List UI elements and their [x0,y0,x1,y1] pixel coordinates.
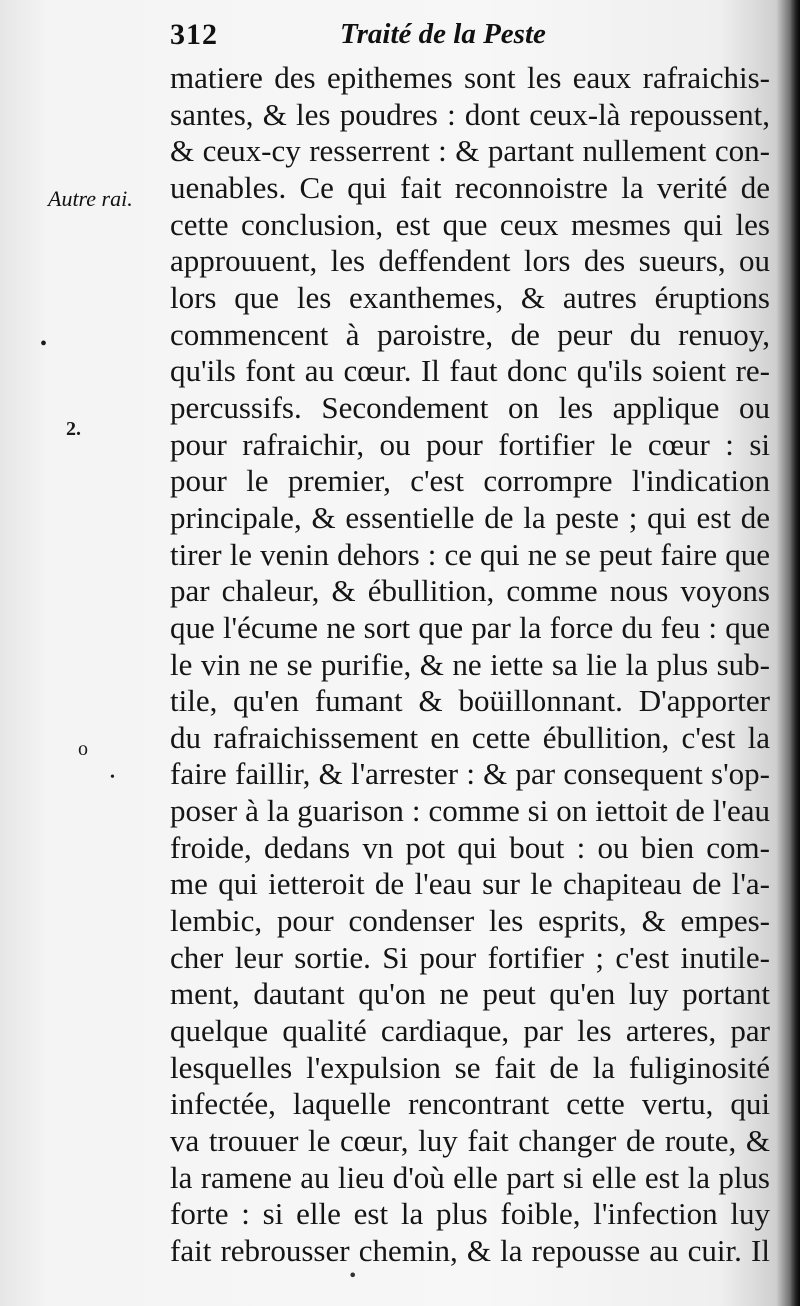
text-line: cette conclusion, est que ceux mesmes qui les [170,206,770,242]
text-line: cher leur sortie. Si pour fortifier ; c'est inutile- [170,939,770,975]
margin-mark-circle: o [78,738,88,760]
text-line: fait rebrousser chemin, & la repousse au cuir. Il [170,1233,770,1268]
text-line: santes, & les poudres : dont ceux-là repoussent, [170,96,770,132]
text-line: infectée, laquelle rencontrant cette vertu, qui [170,1086,770,1122]
text-line: me qui ietteroit de l'eau sur le chapiteau de l'a- [170,866,770,902]
text-line: lors que les exanthemes, & autres éruptions [170,279,770,315]
text-line: pour le premier, c'est corrompre l'indication [170,463,770,499]
text-line: pour rafraichir, ou pour fortifier le cœur : si [170,426,770,462]
text-line: va trouuer le cœur, luy fait changer de route, & [170,1123,770,1159]
margin-mark-dot-small: • [110,770,115,785]
text-line: tirer le venin dehors : ce qui ne se peut faire que [170,536,770,572]
text-line: ment, dautant qu'on ne peut qu'en luy portant [170,976,770,1012]
text-line: lembic, pour condenser les esprits, & empes- [170,903,770,939]
page-number: 312 [170,18,218,51]
body-text [170,60,770,1270]
text-line: que l'écume ne sort que par la force du feu : que [170,609,770,645]
footer-mark: • [348,1266,358,1285]
text-line: commencent à paroistre, de peur du renuoy, [170,316,770,352]
text-line: par chaleur, & ébullition, comme nous voyons [170,573,770,609]
text-line: qu'ils font au cœur. Il faut donc qu'ils soient re- [170,353,770,389]
page-edge-shadow [790,0,800,1306]
page-header [170,18,600,58]
text-line: percussifs. Secondement on les applique ou [170,389,770,425]
running-title: Traité de la Peste [340,18,546,50]
text-line: uenables. Ce qui fait reconnoistre la verité de [170,169,770,205]
text-line: poser à la guarison : comme si on iettoit de l'eau [170,793,770,829]
text-line: forte : si elle est la plus foible, l'infection luy [170,1196,770,1232]
text-line: le vin ne se purifie, & ne iette sa lie la plus sub- [170,646,770,682]
text-line: lesquelles l'expulsion se fait de la fuliginosité [170,1049,770,1085]
text-line: & ceux-cy resserrent : & partant nullement con- [170,133,770,169]
text-line: matiere des epithemes sont les eaux rafraichis- [170,60,770,95]
text-line: approuuent, les deffendent lors des sueurs, ou [170,243,770,279]
text-line: froide, dedans vn pot qui bout : ou bien com- [170,829,770,865]
text-line: quelque qualité cardiaque, par les arteres, par [170,1013,770,1049]
text-line: la ramene au lieu d'où elle part si elle est la plus [170,1159,770,1195]
text-line: tile, qu'en fumant & boüillonnant. D'apporter [170,683,770,719]
text-line: principale, & essentielle de la peste ; qui est de [170,499,770,535]
text-line: du rafraichissement en cette ébullition, c'est la [170,719,770,755]
marginal-note: Autre rai. [48,186,133,211]
margin-mark-number: 2. [66,418,81,440]
margin-mark-dot: • [40,333,48,355]
text-line: faire faillir, & l'arrester : & par consequent s'op- [170,756,770,792]
